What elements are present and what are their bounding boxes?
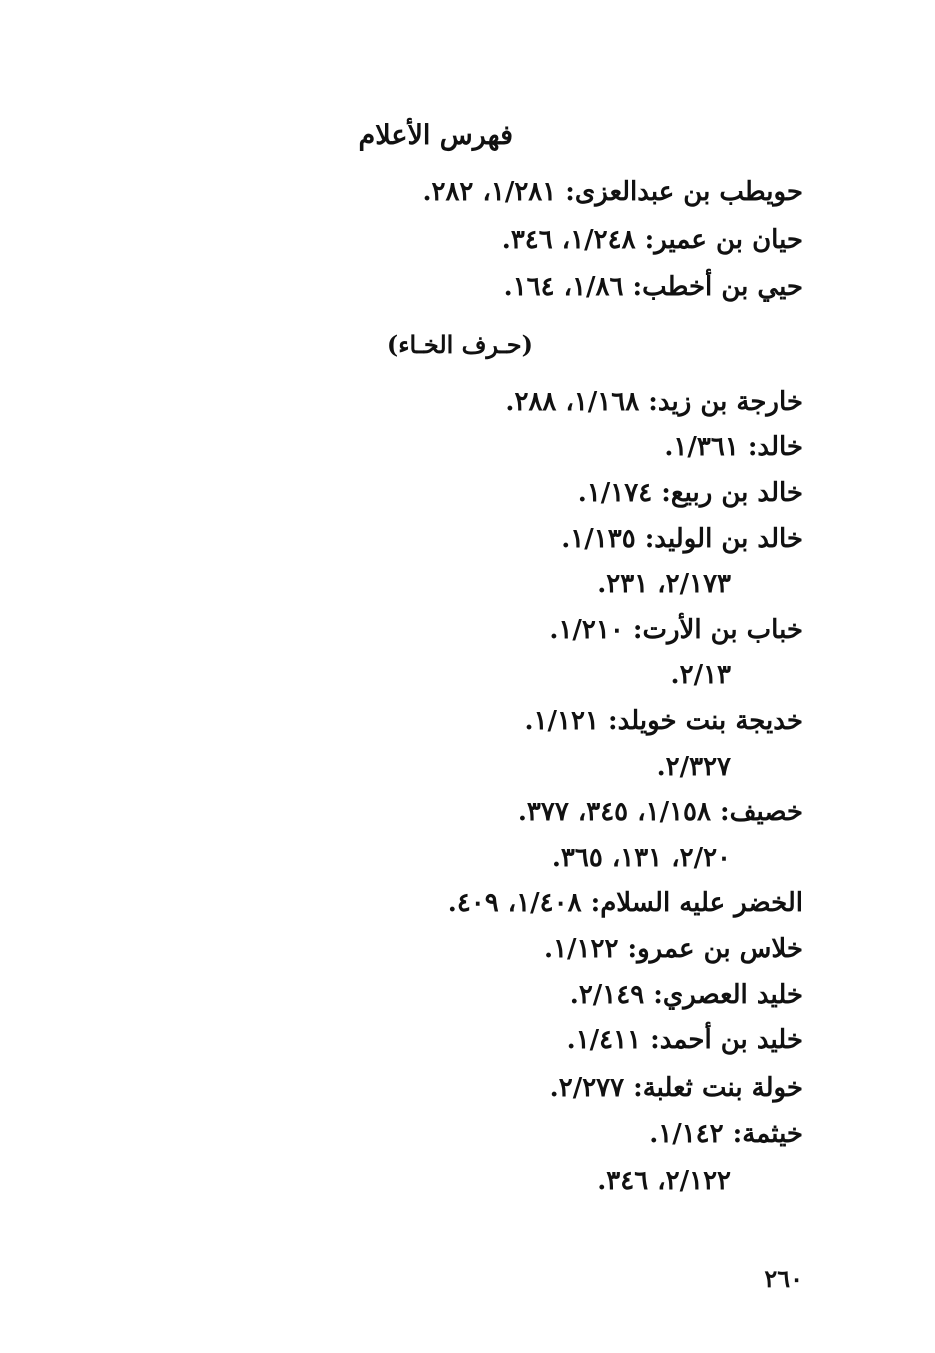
index-entry: خليد العصري: ٢/١٤٩.	[569, 980, 803, 1010]
index-entry: خيثمة: ١/١٤٢.	[649, 1119, 803, 1149]
index-entry: الخضر عليه السلام: ١/٤٠٨، ٤٠٩.	[447, 888, 803, 918]
index-entry-continuation: ٢/١٢٢، ٣٤٦.	[597, 1166, 731, 1196]
index-entry: خولة بنت ثعلبة: ٢/٢٧٧.	[549, 1073, 803, 1103]
section-heading: (حـرف الخـاء)	[386, 330, 533, 359]
index-entry: خباب بن الأرت: ١/٢١٠.	[549, 615, 803, 645]
index-entry-continuation: ٢/٣٢٧.	[656, 752, 731, 782]
index-entry: خالد بن الوليد: ١/١٣٥.	[561, 524, 803, 554]
index-entry-continuation: ٢/١٧٣، ٢٣١.	[597, 569, 731, 599]
index-entry: خارجة بن زيد: ١/١٦٨، ٢٨٨.	[505, 387, 803, 417]
index-entry: حيان بن عمير: ١/٢٤٨، ٣٤٦.	[501, 225, 803, 255]
index-entry: خلاس بن عمرو: ١/١٢٢.	[544, 934, 803, 964]
page-number: ٢٦٠	[764, 1264, 803, 1293]
index-entry: خليد بن أحمد: ١/٤١١.	[566, 1025, 803, 1055]
page-title: فهرس الأعلام	[358, 120, 513, 151]
index-entry-continuation: ٢/٢٠، ١٣١، ٣٦٥.	[551, 843, 731, 873]
index-entry: حويطب بن عبدالعزى: ١/٢٨١، ٢٨٢.	[422, 177, 803, 207]
index-entry: خالد بن ربيع: ١/١٧٤.	[577, 478, 803, 508]
index-entry: خديجة بنت خويلد: ١/١٢١.	[524, 706, 803, 736]
index-entry: خالد: ١/٣٦١.	[664, 432, 803, 462]
index-entry-continuation: ٢/١٣.	[670, 660, 731, 690]
index-entry: خصيف: ١/١٥٨، ٣٤٥، ٣٧٧.	[517, 797, 803, 827]
index-entry: حيي بن أخطب: ١/٨٦، ١٦٤.	[503, 272, 803, 302]
